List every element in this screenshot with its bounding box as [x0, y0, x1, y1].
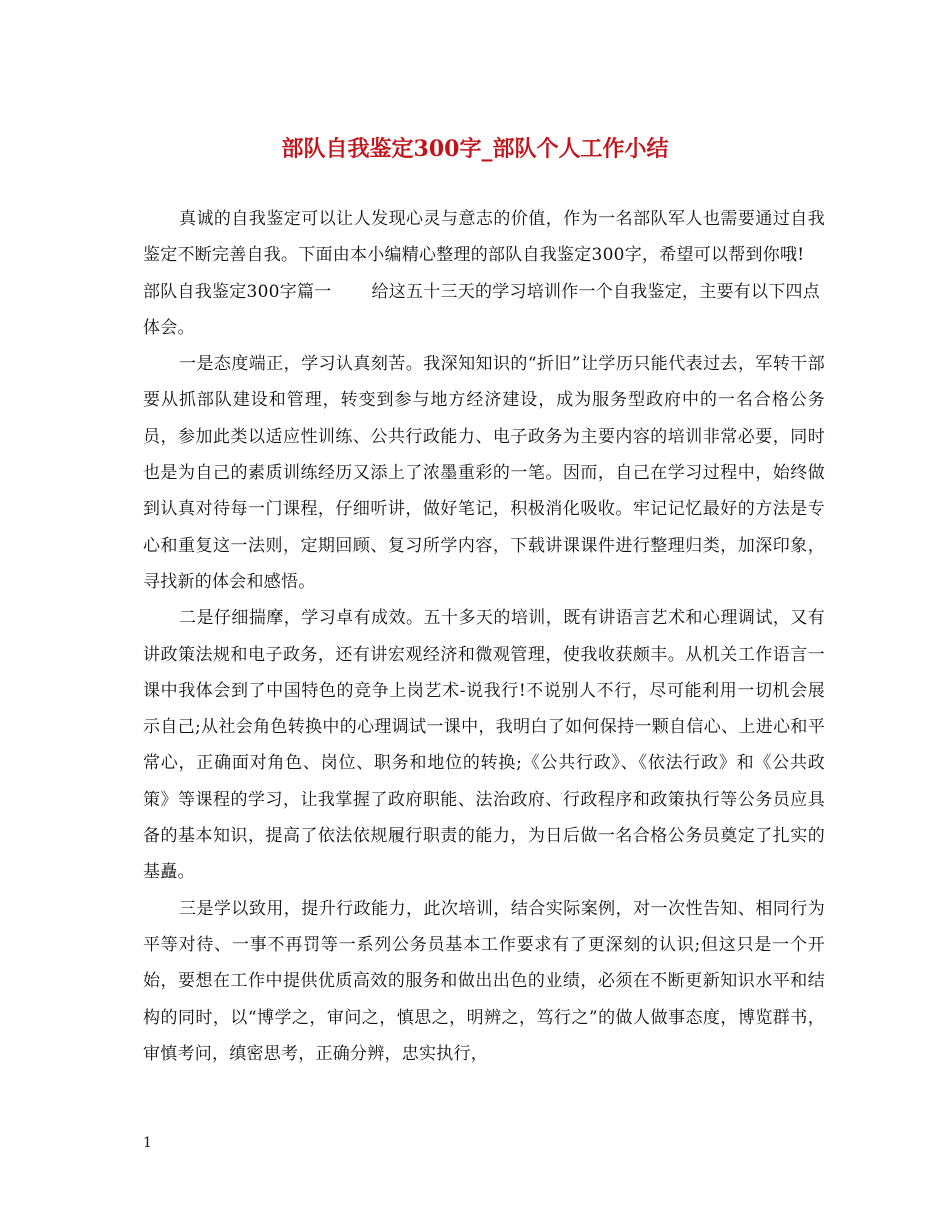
- paragraph-study: 二是仔细揣摩，学习卓有成效。五十多天的培训，既有讲语言艺术和心理调试，又有讲政策法规和电子政务，还有讲宏观经济和微观管理，使我收获颇丰。从机关工作语言一课中我体会到了中国特色的竞争上岗艺术-说我行!不说别人不行，尽可能利用一切机会展示自己;从社会角色转换中的心理调试一课中，我明白了如何保持一颗自信心、上进心和平常心，正确面对角色、岗位、职务和地位的转换;《公共行政》、《依法行政》和《公共政策》等课程的学习，让我掌握了政府职能、法治政府、行政程序和政策执行等公务员应具备的基本知识，提高了依法依规履行职责的能力，为日后做一名合格公务员奠定了扎实的基矗。: [143, 608, 825, 883]
- document-title: 部队自我鉴定300字_部队个人工作小结: [281, 136, 669, 162]
- page-number: 1: [143, 1135, 152, 1151]
- intro-paragraph: 真诚的自我鉴定可以让人发现心灵与意志的价值，作为一名部队军人也需要通过自我鉴定不断完善自我。下面由本小编精心整理的部队自我鉴定300字，希望可以帮到你哦!: [143, 209, 825, 266]
- paragraph-application: 三是学以致用，提升行政能力，此次培训，结合实际案例，对一次性告知、相同行为平等对待、一事不再罚等一系列公务员基本工作要求有了更深刻的认识;但这只是一个开始，要想在工作中提供优质高效的服务和做出出色的业绩，必须在不断更新知识水平和结构的同时，以“博学之，审问之，慎思之，明辨之，笃行之”的做人做事态度，博览群书，审慎考问，缜密思考，正确分辨，忠实执行，: [143, 898, 825, 1064]
- paragraph-attitude: 一是态度端正，学习认真刻苦。我深知知识的“折旧”让学历只能代表过去，军转干部要从抓部队建设和管理，转变到参与地方经济建设，成为服务型政府中的一名合格公务员，参加此类以适应性训练、公共行政能力、电子政务为主要内容的培训非常必要，同时也是为自己的素质训练经历又添上了浓墨重彩的一笔。因而，自己在学习过程中，始终做到认真对待每一门课程，仔细听讲，做好笔记，积极消化吸收。牢记记忆最好的方法是专心和重复这一法则，定期回顾、复习所学内容，下载讲课课件进行整理归类，加深印象，寻找新的体会和感悟。: [143, 354, 825, 592]
- section-heading-line: [143, 274, 825, 347]
- document-body: [143, 201, 825, 1072]
- section-lead: 给这五十三天的学习培训作一个自我鉴定，主要有以下四点体会。: [143, 281, 820, 338]
- section-heading: 部队自我鉴定300字篇一: [143, 281, 332, 302]
